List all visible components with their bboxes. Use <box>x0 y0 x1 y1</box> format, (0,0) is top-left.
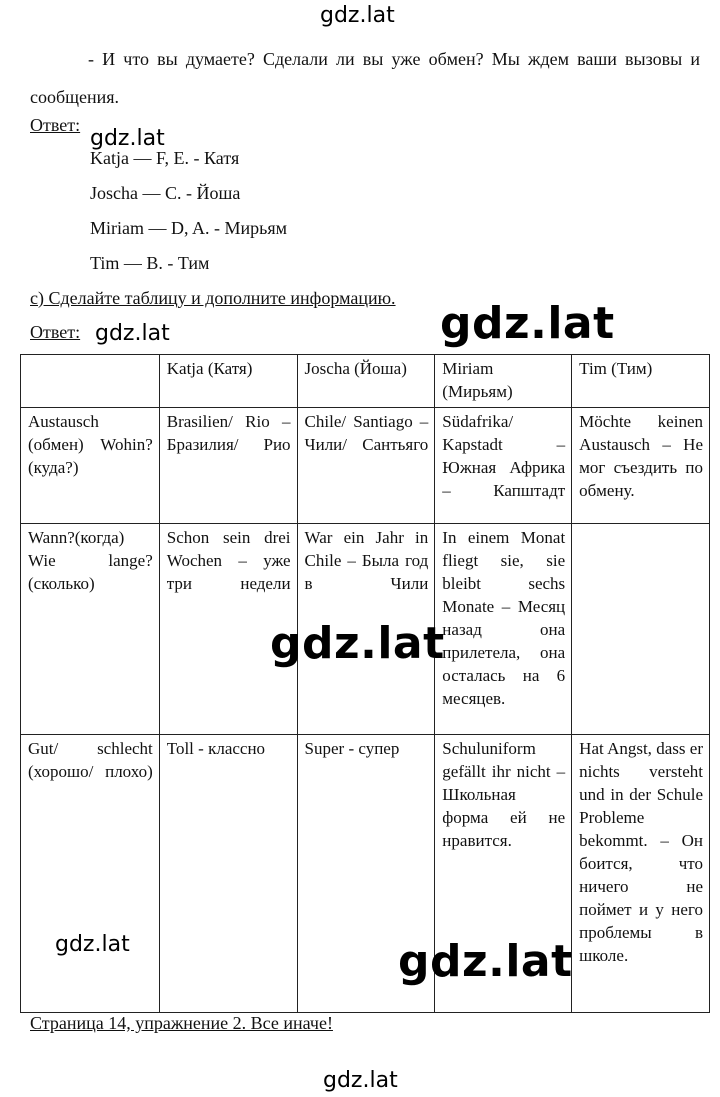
intro-paragraph: - И что вы думаете? Сделали ли вы уже обмен? Мы ждем ваши вызовы и сообщения. <box>30 49 700 107</box>
table-cell: Südafrika/ Kapstadt – Южная Африка – Капштадт <box>435 408 572 524</box>
answer-line: Joscha — C. - Йоша <box>90 183 241 203</box>
watermark-large-2: gdz.lat <box>270 618 445 669</box>
table-header-cell: Miriam (Мирьям) <box>435 355 572 408</box>
answer-line: Miriam — D, A. - Мирьям <box>90 218 288 238</box>
table-cell: Chile/ Santiago – Чили/ Сантьяго <box>297 408 435 524</box>
answer-label: Ответ: <box>30 115 81 135</box>
table-cell: War ein Jahr in Chile – Была год в Чили <box>297 524 435 735</box>
table-cell: Hat Angst, dass er nichts versteht und in der Schule Probleme bekommt. – Он боится, что ничего не поймет и у него проблемы в школе. <box>572 735 710 1013</box>
table-header-cell <box>21 355 160 408</box>
table-cell: Wann?(когда) Wie lange? (сколько) <box>21 524 160 735</box>
table-cell: Super - супер <box>297 735 435 1013</box>
table-cell: In einem Monat fliegt sie, sie bleibt sechs Monate – Месяц назад она прилетела, она осталась на 6 месяцев. <box>435 524 572 735</box>
table-header-cell: Tim (Тим) <box>572 355 710 408</box>
watermark-left-bottom: gdz.lat <box>55 932 130 957</box>
watermark-top: gdz.lat <box>320 3 395 28</box>
info-table <box>20 354 710 1013</box>
table-cell <box>572 524 710 735</box>
watermark-large-1: gdz.lat <box>440 298 615 349</box>
table-cell: Toll - классно <box>159 735 297 1013</box>
watermark-bottom: gdz.lat <box>323 1068 398 1093</box>
table-header-cell: Joscha (Йоша) <box>297 355 435 408</box>
answer-line: Katja — F, E. - Катя <box>90 148 240 168</box>
table-cell: Möchte keinen Austausch – Не мог съездить по обмену. <box>572 408 710 524</box>
table-row <box>21 408 710 524</box>
watermark-large-3: gdz.lat <box>398 936 573 987</box>
watermark-answer: gdz.lat <box>90 126 165 151</box>
table-cell: Schon sein drei Wochen – уже три недели <box>159 524 297 735</box>
table-header-cell: Katja (Катя) <box>159 355 297 408</box>
answer-label-2: Ответ: <box>30 322 81 342</box>
task-c: c) Сделайте таблицу и дополните информацию. <box>30 288 396 308</box>
table-cell: Brasilien/ Rio – Бразилия/ Рио <box>159 408 297 524</box>
watermark-answer-2: gdz.lat <box>95 321 170 346</box>
table-cell: Schuluniform gefällt ihr nicht – Школьная форма ей не нравится. <box>435 735 572 1013</box>
table-header-row <box>21 355 710 408</box>
table-cell: Austausch (обмен) Wohin? (куда?) <box>21 408 160 524</box>
next-exercise-link[interactable]: Страница 14, упражнение 2. Все иначе! <box>30 1013 333 1033</box>
answer-line: Tim — B. - Тим <box>90 253 210 273</box>
table-row <box>21 735 710 1013</box>
table-cell: Gut/ schlecht (хорошо/ плохо) <box>21 735 160 1013</box>
